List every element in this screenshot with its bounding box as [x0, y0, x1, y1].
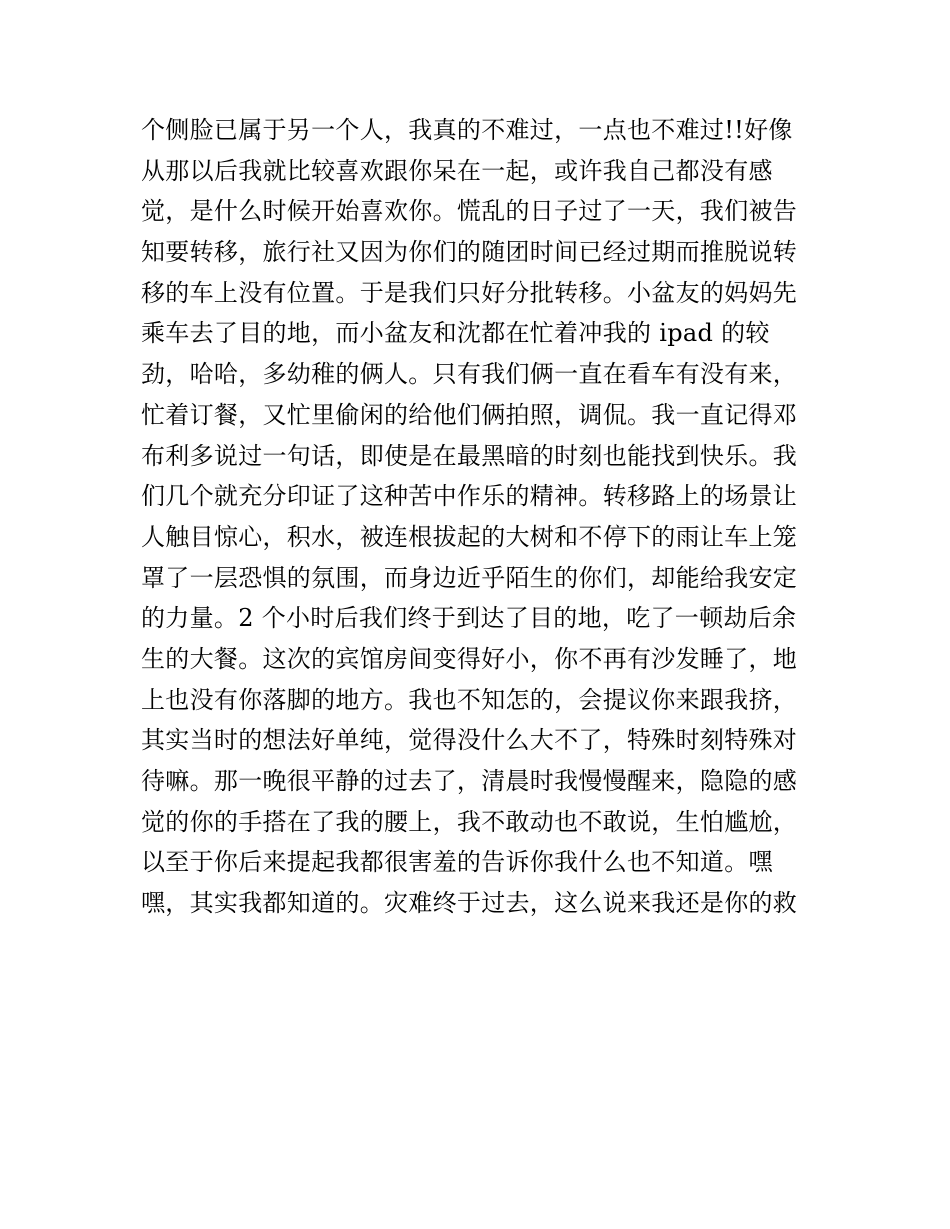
text-line: 们几个就充分印证了这种苦中作乐的精神。转移路上的场景让: [141, 482, 798, 511]
text-line: 从那以后我就比较喜欢跟你呆在一起，或许我自己都没有感: [141, 156, 773, 185]
text-line: 人触目惊心，积水，被连根拔起的大树和不停下的雨让车上笼: [141, 522, 798, 551]
text-line: 上也没有你落脚的地方。我也不知怎的，会提议你来跟我挤，: [141, 685, 798, 714]
text-line: 忙着订餐，又忙里偷闲的给他们俩拍照，调侃。我一直记得邓: [141, 400, 798, 429]
text-line: 布利多说过一句话，即使是在最黑暗的时刻也能找到快乐。我: [141, 441, 798, 470]
text-line: 其实当时的想法好单纯，觉得没什么大不了，特殊时刻特殊对: [141, 726, 798, 755]
text-line: 劲，哈哈，多幼稚的俩人。只有我们俩一直在看车有没有来，: [141, 360, 798, 389]
text-line: 个侧脸已属于另一个人，我真的不难过，一点也不难过!!好像: [141, 116, 793, 144]
text-line: 觉，是什么时候开始喜欢你。慌乱的日子过了一天，我们被告: [141, 197, 798, 226]
text-line: 嘿，其实我都知道的。灾难终于过去，这么说来我还是你的救: [141, 889, 798, 918]
body-text: [141, 110, 821, 924]
text-line: 乘车去了目的地，而小盆友和沈都在忙着冲我的 ipad 的较: [141, 319, 770, 348]
text-line: 觉的你的手搭在了我的腰上，我不敢动也不敢说，生怕尴尬，: [141, 807, 798, 836]
text-line: 的力量。2 个小时后我们终于到达了目的地，吃了一顿劫后余: [141, 604, 797, 633]
text-line: 罩了一层恐惧的氛围，而身边近乎陌生的你们，却能给我安定: [141, 563, 798, 592]
text-line: 待嘛。那一晚很平静的过去了，清晨时我慢慢醒来，隐隐的感: [141, 767, 798, 795]
text-line: 知要转移，旅行社又因为你们的随团时间已经过期而推脱说转: [141, 238, 798, 267]
text-line: 生的大餐。这次的宾馆房间变得好小，你不再有沙发睡了，地: [141, 644, 798, 673]
text-line: 以至于你后来提起我都很害羞的告诉你我什么也不知道。嘿: [141, 848, 773, 877]
text-line: 移的车上没有位置。于是我们只好分批转移。小盆友的妈妈先: [141, 278, 798, 307]
